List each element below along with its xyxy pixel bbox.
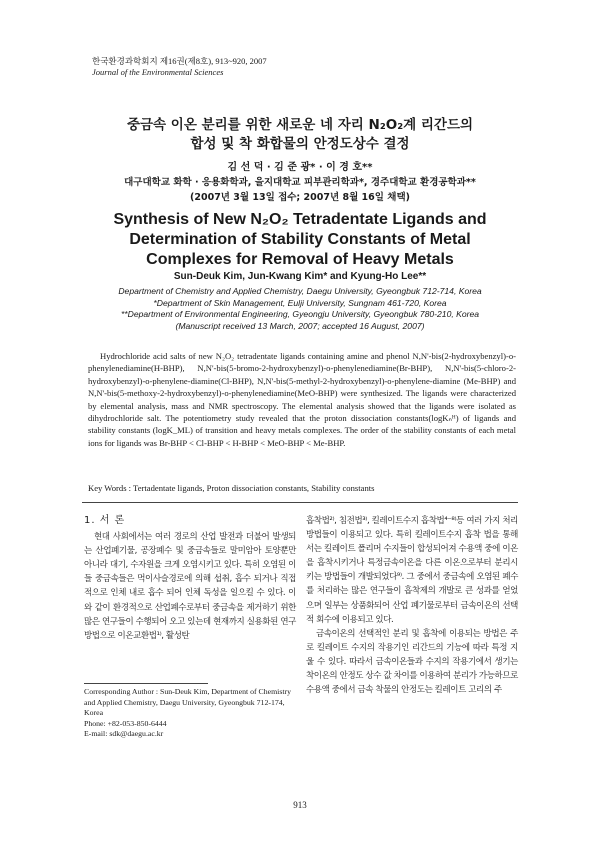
korean-title-line-2: 합성 및 착 화합물의 안정도상수 결정 xyxy=(190,136,410,152)
footnote-divider xyxy=(84,683,208,684)
right-column xyxy=(306,514,518,697)
journal-citation: 한국환경과학회지 제16권(제8호), 913~920, 2007 xyxy=(92,56,267,66)
affiliation-1: Department of Chemistry and Applied Chemistry, Daegu University, Gyeongbuk 712-714, Korea xyxy=(118,286,482,296)
english-title-line-1: Synthesis of New N₂O₂ Tetradentate Ligands and xyxy=(113,211,487,228)
korean-dates: (2007년 3월 13일 접수; 2007년 8월 16일 채택) xyxy=(190,192,410,203)
intro-paragraph-2: 흡착법²⁾, 침전법³⁾, 킬레이트수지 흡착법⁴⁻⁸⁾등 여러 가지 처리방법들이 이용되고 있다. 특히 킬레이트수지 흡착 법을 통해서는 킬레이트 폴리머 수지들이 합성되어져 수용액 중에 이온을 흡착시키거나 특정금속이온을 다른 이온으로부터 분리시키는 방법들이 개발되었다⁹⁾. 그 중에서 중금속에 오염된 폐수를 처리하는 많은 연구들이 흡착제의 개발로 큰 성과를 얻었으며 일부는 상품화되어 산업 폐기물로부터 금속이온의 선택적 회수에 이용되고 있다. xyxy=(306,516,518,625)
journal-name: Journal of the Environmental Sciences xyxy=(92,67,224,77)
manuscript-dates: (Manuscript received 13 March, 2007; accepted 16 August, 2007) xyxy=(175,320,425,331)
english-title xyxy=(60,210,540,270)
journal-reference xyxy=(92,56,267,78)
section-divider xyxy=(82,502,518,503)
page-number: 913 xyxy=(293,800,307,810)
abstract-text: Hydrochloride acid salts of new N₂O₂ tetradentate ligands containing amine and phenol N,N'-bis(2-hydroxybenzyl)-o-phenylenediamine(H-BHP), N,N'-bis(5-bromo-2-hydroxybenzyl)-o-phenylenediamine(Br-BHP), N,N'-bis(5-chloro-2-hydroxybenzyl)-o-phenylene-diamine(Cl-BHP), N,N'-bis(5-methyl-2-hydroxybenzyl)-o-phenylene-diamine (Me-BHP) and N,N'-bis(5-methoxy-2-hydroxybenzyl)-o-phenylenediamine(MeO-BHP) were synthesized. The ligands were characterized by elemental analysis, mass and NMR spectroscopy. The elemental analysis showed that the ligands were isolated as dihydrochloride salt. The potentiometry study revealed that the proton dissociation constants(logKₙᴴ) of ligands and stability constants (logK_ML) of transition and heavy metals complexes. The order of the stability constants of each metal ions for ligands was Br-BHP < Cl-BHP < H-BHP < MeO-BHP < Me-BHP. xyxy=(88,351,516,448)
korean-author-block xyxy=(60,160,540,205)
english-author-names: Sun-Deuk Kim, Jun-Kwang Kim* and Kyung-Ho Lee** xyxy=(173,271,427,282)
korean-title-line-1: 중금속 이온 분리를 위한 새로운 네 자리 N₂O₂계 리간드의 xyxy=(126,117,474,133)
korean-author-names: 김 선 덕 · 김 준 광* · 이 경 호** xyxy=(227,162,373,173)
left-column xyxy=(84,514,296,643)
footnote-phone: Phone: +82-053-850-6444 xyxy=(84,718,167,728)
english-title-line-2: Determination of Stability Constants of Metal xyxy=(129,231,471,248)
affiliation-3: **Department of Environmental Engineering, Gyeongju University, Gyeongbuk 780-210, Korea xyxy=(120,309,480,319)
abstract xyxy=(88,350,516,449)
affiliation-2: *Department of Skin Management, Eulji University, Sungnam 461-720, Korea xyxy=(153,297,447,308)
korean-affiliations: 대구대학교 화학 · 응용화학과, 을지대학교 피부관리학과*, 경주대학교 환경공학과** xyxy=(124,177,476,188)
intro-paragraph-3: 금속이온의 선택적인 분리 및 흡착에 이용되는 방법은 주로 킬레이트 수지의 작용기인 리간드의 기능에 따라 특정 지울 수 있다. 따라서 금속이온들과 수지의 작용기에서 생기는 착이온의 안정도 상수 값 차이를 이용하여 분리가 가능하므로 수용액 중에서 금속 착물의 안정도는 킬레이트 고리의 주 xyxy=(306,628,518,696)
english-title-line-3: Complexes for Removal of Heavy Metals xyxy=(146,251,454,268)
english-affiliations xyxy=(60,286,540,332)
footnote-email: E-mail: sdk@daegu.ac.kr xyxy=(84,729,164,739)
footnote-author: Corresponding Author : Sun-Deuk Kim, Department of Chemistry and Applied Chemistry, Daegu University, Gyeongbuk 712-174, Korea xyxy=(84,687,292,718)
section-heading-introduction: 1. 서 론 xyxy=(84,515,126,526)
keywords: Key Words : Tertadentate ligands, Proton dissociation constants, Stability constants xyxy=(88,483,375,493)
corresponding-author-footnote xyxy=(84,687,296,740)
intro-paragraph-1: 현대 사회에서는 여러 경로의 산업 발전과 더불어 발생되는 산업폐기물, 공장폐수 및 중금속들로 말미암아 토양뿐만 아니라 대기, 수자원을 크게 오염시키고 있다. 특히 오염된 이들 중금속들은 먹이사슬경로에 의해 섭취, 흡수 되거나 직접적으로 인체 내로 흡수 되어 인체 독성을 일으킬 수 있다. 이와 같이 환경적으로 산업폐수로부터 중금속을 제거하기 위한 많은 연구들이 수행되어 오고 있는데 현재까지 실용화된 연구방법으로 이온교환법¹⁾, 활성탄 xyxy=(84,532,296,641)
korean-title xyxy=(60,116,540,154)
